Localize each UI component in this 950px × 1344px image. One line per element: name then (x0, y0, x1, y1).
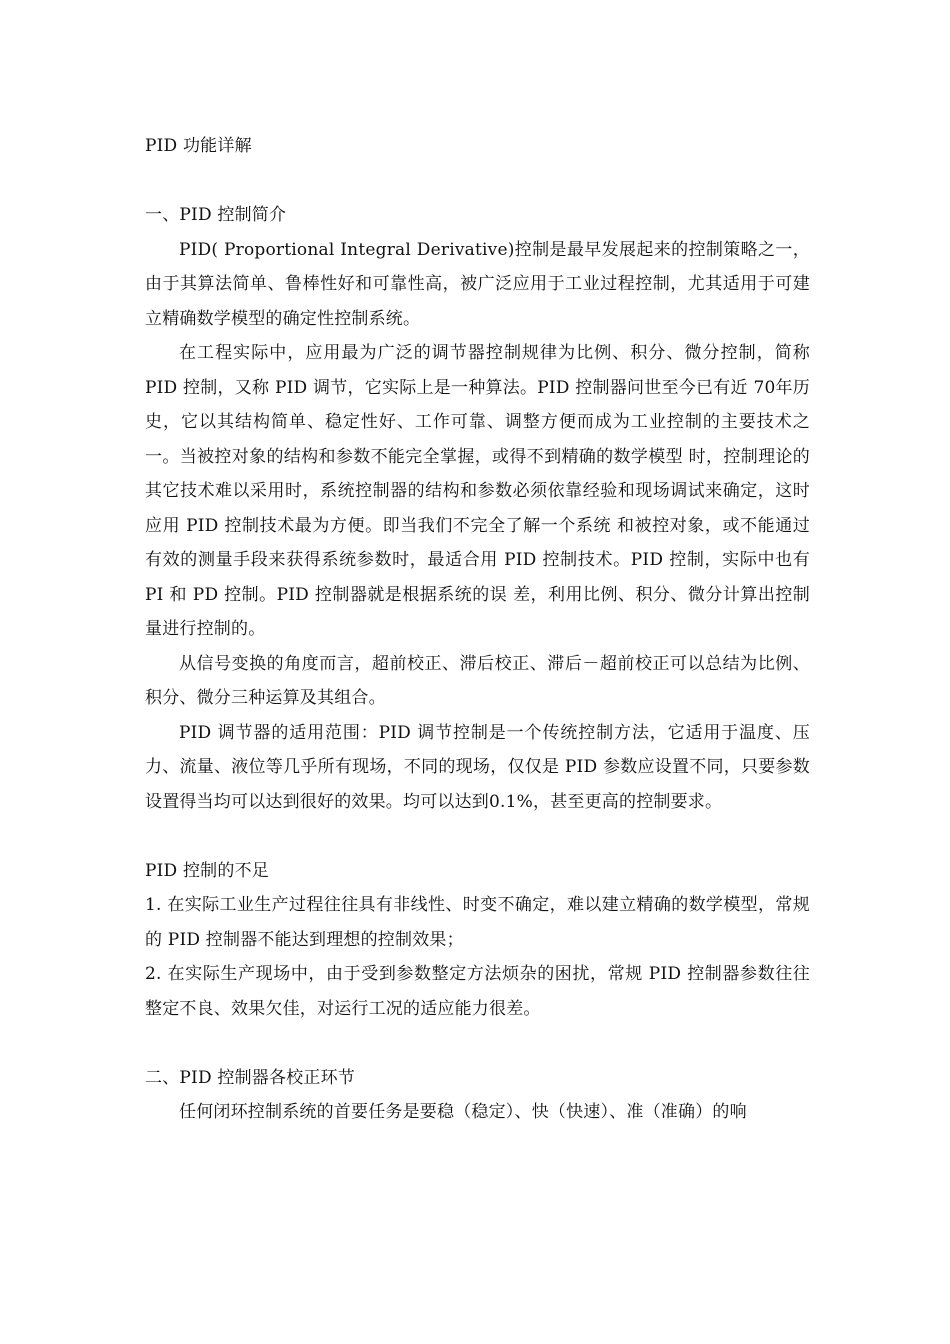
shortcomings-item-2: 2. 在实际生产现场中，由于受到参数整定方法烦杂的困扰，常规 PID 控制器参数往往整定不良、效果欠佳，对运行工况的适应能力很差。 (145, 964, 810, 1019)
spacer (145, 1026, 810, 1061)
section-1-paragraph-2: 在工程实际中，应用最为广泛的调节器控制规律为比例、积分、微分控制，简称 PID 控制，又称 PID 调节，它实际上是一种算法。PID 控制器问世至今已有近 70年历史，它以其结构简单、稳定性好、工作可靠、调整方便而成为工业控制的主要技术之一。当被控对象的结构和参数不能完全掌握，或得不到精确的数学模型 时，控制理论的其它技术难以采用时，系统控制器的结构和参数必须依靠经验和现场调试来确定，这时应用 PID 控制技术最为方便。即当我们不完全了解一个系统 和被控对象，或不能通过有效的测量手段来获得系统参数时，最适合用 PID 控制技术。PID 控制，实际中也有 PI 和 PD 控制。PID 控制器就是根据系统的误 差，利用比例、积分、微分计算出控制量进行控制的。 (145, 343, 810, 639)
document-title: PID 功能详解 (145, 136, 252, 156)
spacer (145, 164, 810, 199)
section-1-heading: 一、PID 控制简介 (145, 205, 287, 225)
section-1-paragraph-4: PID 调节器的适用范围：PID 调节控制是一个传统控制方法，它适用于温度、压力、流量、液位等几乎所有现场，不同的现场，仅仅是 PID 参数应设置不同，只要参数设置得当均可以达到很好的效果。均可以达到0.1%，甚至更高的控制要求。 (145, 722, 810, 812)
section-1-paragraph-3: 从信号变换的角度而言，超前校正、滞后校正、滞后－超前校正可以总结为比例、积分、微分三种运算及其组合。 (145, 653, 810, 708)
section-1-paragraph-1: PID( Proportional Integral Derivative)控制是最早发展起来的控制策略之一，由于其算法简单、鲁棒性好和可靠性高，被广泛应用于工业过程控制，尤其适用于可建立精确数学模型的确定性控制系统。 (145, 239, 810, 329)
section-2-paragraph-1: 任何闭环控制系统的首要任务是要稳（稳定）、快（快速）、准（准确）的响 (179, 1102, 747, 1122)
section-2-heading: 二、PID 控制器各校正环节 (145, 1067, 355, 1088)
document-body (145, 129, 810, 1130)
shortcomings-heading: PID 控制的不足 (145, 860, 269, 881)
shortcomings-item-1: 1. 在实际工业生产过程往往具有非线性、时变不确定，难以建立精确的数学模型，常规的 PID 控制器不能达到理想的控制效果； (145, 895, 810, 950)
spacer (145, 819, 810, 854)
